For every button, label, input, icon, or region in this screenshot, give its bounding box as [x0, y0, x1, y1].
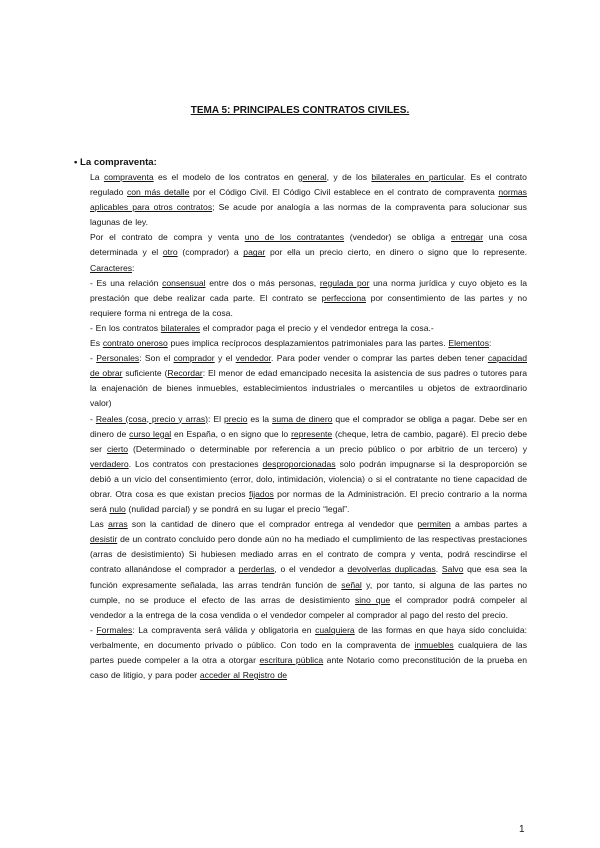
paragraph: - Formales: La compraventa será válida y obligatoria en cualquiera de las formas en que haya sido concluida: verbalmente, en documento privado o público. Con todo en la compraventa de inmuebles cualquiera de las partes puede compeler a la otra a otorgar escritura pública ante Notario como preconstitución de la prueba en caso de litigio, y para poder acceder al Registro de [90, 624, 528, 681]
underlined-term: vendedor [235, 353, 272, 364]
paragraph: - Personales: Son el comprador y el vendedor. Para poder vender o comprar las partes deben tener capacidad de obrar suficiente (Recordar: El menor de edad emancipado necesita la asistencia de sus padres o tutores para la enajenación de bienes inmuebles, establecimientos industriales o mercantiles u objetos de extraordinario valor) [90, 353, 528, 409]
page-number: 1 [519, 824, 525, 835]
underlined-term: desproporcionadas [262, 458, 336, 469]
underlined-term: precio [223, 413, 248, 424]
underlined-term: Salvo [441, 564, 464, 575]
underlined-term: arras [108, 519, 128, 530]
underlined-term: escritura pública [259, 655, 324, 665]
underlined-term: con más detalle [126, 187, 190, 198]
underlined-term: Caracteres [90, 262, 133, 273]
underlined-term: inmuebles [414, 639, 454, 650]
underlined-term: consensual [162, 277, 206, 288]
underlined-term: Personales [96, 353, 140, 364]
underlined-term: Recordar [167, 368, 203, 379]
underlined-term: capacidad de obrar [90, 353, 528, 379]
underlined-term: normas aplicables para otros contratos [90, 187, 527, 213]
paragraph: La compraventa es el modelo de los contratos en general, y de los bilaterales en particular. Es el contrato regulado con más detalle por el Código Civil. El Código Civil establece en el contrato de compraventa normas aplicables para otros contratos; Se acude por analogía a las normas de la compraventa para solucionar sus lagunas de ley. [90, 172, 527, 228]
underlined-term: cualquiera [315, 624, 355, 635]
underlined-term: Formales [96, 624, 133, 635]
underlined-term: perfecciona [321, 292, 366, 303]
paragraph: Por el contrato de compra y venta uno de los contratantes (vendedor) se obliga a entregar una cosa determinada y el otro (comprador) a pagar por ella un precio cierto, en dinero o signo que lo represente. Caracteres: [90, 232, 527, 273]
underlined-term: entregar [451, 232, 484, 243]
underlined-term: pagar [243, 247, 266, 258]
underlined-term: bilaterales en particular [371, 172, 464, 182]
underlined-term: suma de dinero [272, 413, 333, 424]
underlined-term: curso legal [129, 428, 172, 439]
underlined-term: bilaterales [160, 322, 201, 333]
paragraph: Es contrato oneroso pues implica recíprocos desplazamientos patrimoniales para las partes. Elementos: [90, 338, 492, 349]
underlined-term: otro [162, 247, 178, 258]
underlined-term: perderlas [238, 564, 275, 575]
underlined-term: represente [291, 428, 333, 439]
paragraph: - En los contratos bilaterales el comprador paga el precio y el vendedor entrega la cosa.- [90, 322, 434, 333]
document-title: TEMA 5: PRINCIPALES CONTRATOS CIVILES. [190, 105, 410, 116]
underlined-term: regulada por [319, 277, 370, 288]
underlined-term: devolverlas duplicadas [347, 564, 436, 575]
paragraph: - Reales (cosa, precio y arras): El precio es la suma de dinero que el comprador se obliga a pagar. Debe ser en dinero de curso legal en España, o en signo que lo represente (cheque, letra de cambio, pagaré). El precio debe ser cierto (Determinado o determinable por referencia a un precio público o por arbitrio de un tercero) y verdadero. Los contratos con prestaciones desproporcionadas solo podrán impugnarse si la desproporción se debió a un vicio del consentimiento (error, dolo, intimidación, violencia) o si el contratante no tiene capacidad de obrar. Otra cosa es que existan precios fijados por normas de la Administración. El precio contrario a la norma será nulo (nulidad parcial) y se pondrá en su lugar el precio “legal”. [90, 413, 527, 515]
underlined-term: comprador [173, 353, 215, 364]
underlined-term: Reales (cosa, precio y arras) [95, 413, 209, 424]
underlined-term: señal [341, 579, 362, 590]
paragraph: - Es una relación consensual entre dos o más personas, regulada por una norma jurídica y cuyo objeto es la prestación que debe realizar cada parte. El contrato se perfecciona por consentimiento de las partes y no requiere forma ni entrega de la cosa. [90, 277, 527, 318]
underlined-term: nulo [109, 504, 126, 515]
paragraph: Las arras son la cantidad de dinero que el comprador entrega al vendedor que permiten a ambas partes a desistir de un contrato concluido pero donde aún no ha mediado el cumplimiento de las respectivas prestaciones (arras de desistimiento) Si hubiesen mediado arras en el contrato de compra y venta, podrá rescindirse el contrato allanándose el comprador a perderlas, o el vendedor a devolverlas duplicadas. Salvo que esa sea la función expresamente señalada, las arras tendrán función de señal y, por tanto, si alguna de las partes no cumple, no se produce el efecto de las arras de desistimiento sino que el comprador podrá compeler al vendedor a la entrega de la cosa vendida o el vendedor compeler al comprador al pago del resto del precio. [90, 519, 527, 620]
underlined-term: permiten [417, 519, 451, 530]
underlined-term: Elementos [448, 338, 489, 349]
underlined-term: verdadero [90, 458, 129, 469]
body-text [90, 170, 527, 683]
section-heading: • La compraventa: [74, 157, 157, 168]
underlined-term: general [297, 172, 327, 182]
underlined-term: compraventa [103, 172, 154, 182]
underlined-term: uno de los contratantes [244, 232, 345, 243]
underlined-term: sino que [354, 594, 391, 605]
underlined-term: contrato oneroso [102, 338, 168, 349]
underlined-term: desistir [90, 534, 118, 545]
underlined-term: acceder al Registro de [199, 670, 288, 681]
underlined-term: fijados [248, 488, 274, 499]
underlined-term: cierto [106, 443, 128, 454]
